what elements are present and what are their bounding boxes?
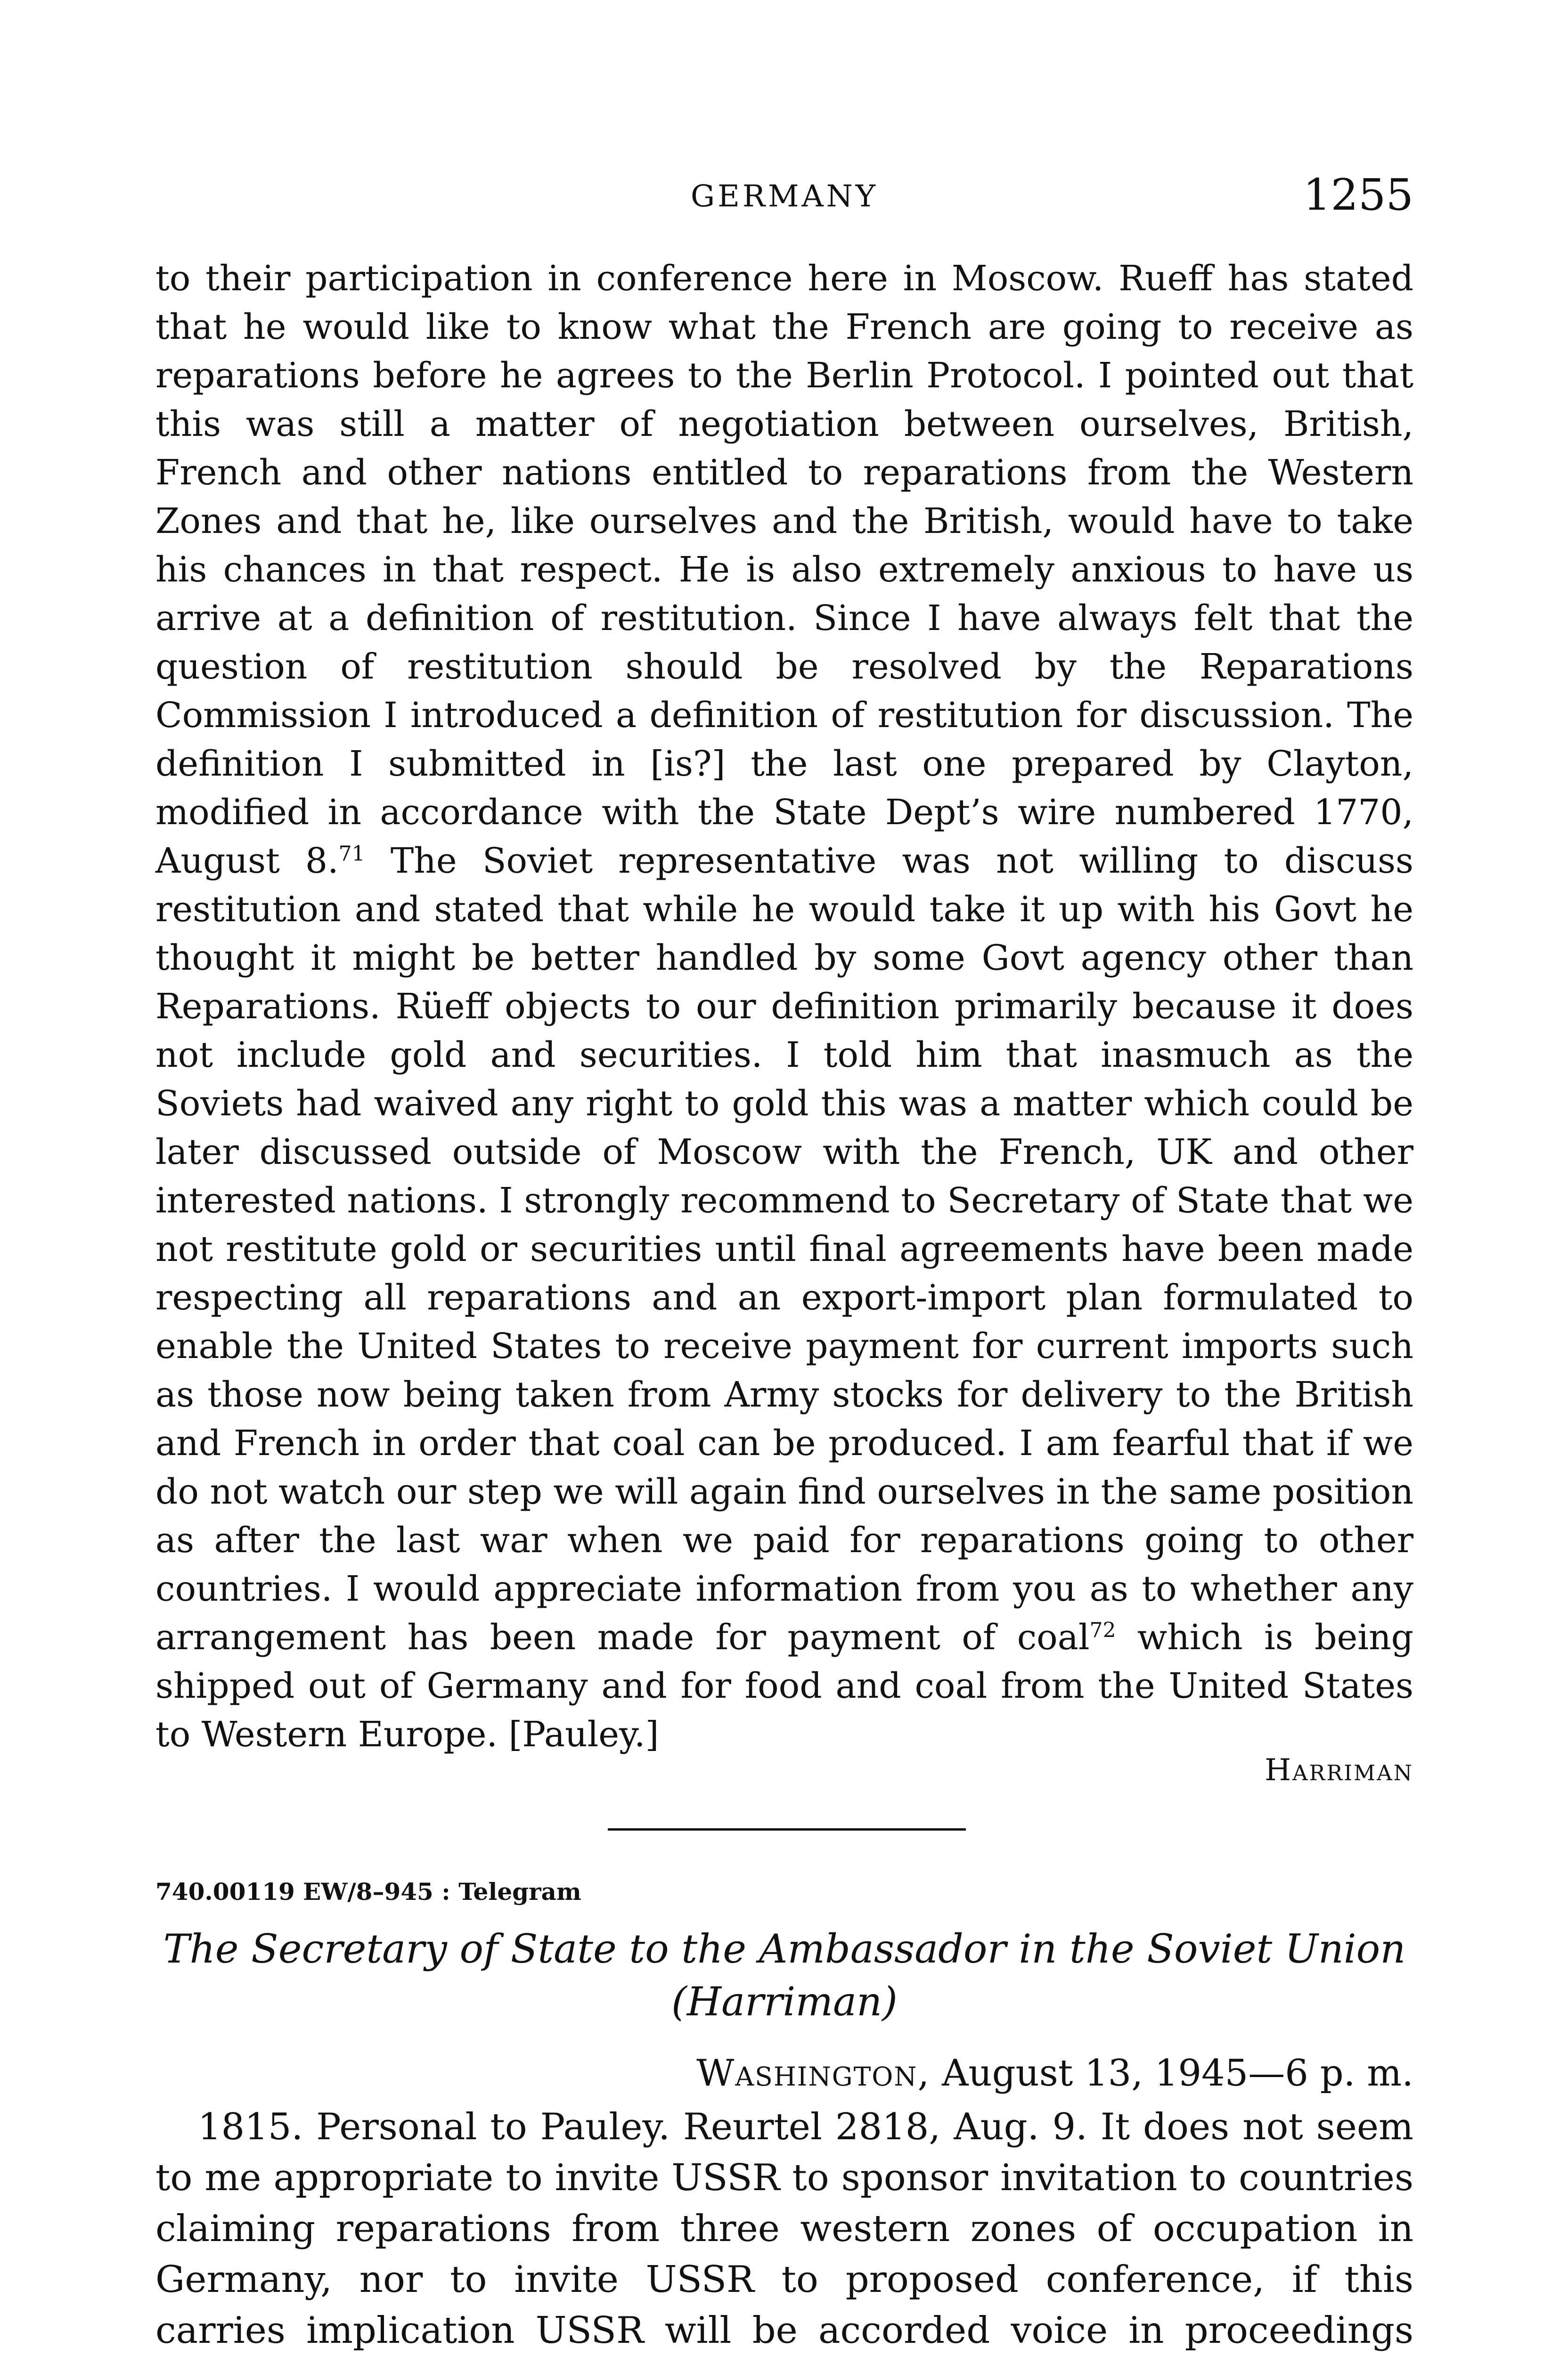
document-title-line-1: The Secretary of State to the Ambassador in the Soviet Union [163,1926,1406,1972]
signature-text: Harriman [1265,1753,1413,1788]
file-reference: 740.00119 EW/8–945 : Telegram [155,1878,581,1906]
body-text-part-3: which is being shipped out of Germany and for food and coal from the United States to Western Europe. [Pauley.] [155,1617,1413,1755]
dateline-place: Washington, [696,2052,931,2094]
running-title: GERMANY [690,179,879,214]
page-number: 1255 [1303,170,1413,220]
running-head [155,170,1413,221]
section-divider [608,1828,966,1831]
footnote-ref-72: 72 [1089,1618,1116,1643]
document-title [155,1922,1413,2028]
document-page [155,0,1413,2356]
signature-harriman [1265,1753,1413,1788]
body-paragraph [155,254,1413,1759]
footnote-ref-71: 71 [338,842,365,866]
telegram-paragraph: 1815. Personal to Pauley. Reurtel 2818, Aug. 9. It does not seem to me appropriate to invite USSR to sponsor invitation to countries claiming reparations from three western zones of occupation in Germany, nor to invite USSR to proposed conference, if this carries implication USSR will be accorded voice in proceedings [155,2106,1413,2352]
dateline [696,2052,1413,2094]
body-text-part-2: The Soviet representative was not willing to discuss restitution and stated that while he would take it up with his Govt he thought it might be better handled by some Govt agency other than Reparations. Rüeff objects to our definition primarily because it does not include gold and securities. I told him that inasmuch as the Soviets had waived any right to gold this was a matter which could be later discussed outside of Moscow with the French, UK and other interested nations. I strongly recommend to Secretary of State that we not restitute gold or securities until final agreements have been made respecting all reparations and an export-import plan formulated to enable the United States to receive payment for current imports such as those now being taken from Army stocks for delivery to the British and French in order that coal can be produced. I am fearful that if we do not watch our step we will again find ourselves in the same position as after the last war when we paid for reparations going to other countries. I would appreciate information from you as to whether any arrangement has been made for payment of coal [155,841,1413,1658]
document-title-line-2: (Harriman) [671,1979,898,2025]
body-text-part-1: to their participation in conference here in Moscow. Rueff has stated that he would like to know what the French are going to receive as reparations before he agrees to the Berlin Protocol. I pointed out that this was still a matter of negotiation between ourselves, British, French and other nations entitled to reparations from the Western Zones and that he, like ourselves and the British, would have to take his chances in that respect. He is also extremely anxious to have us arrive at a definition of restitution. Since I have always felt that the question of restitution should be resolved by the Reparations Commission I introduced a definition of restitution for discussion. The definition I submitted in [is?] the last one prepared by Clayton, modified in accordance with the State Dept’s wire numbered 1770, August 8. [155,258,1413,881]
dateline-date: August 13, 1945—6 p. m. [942,2052,1413,2094]
